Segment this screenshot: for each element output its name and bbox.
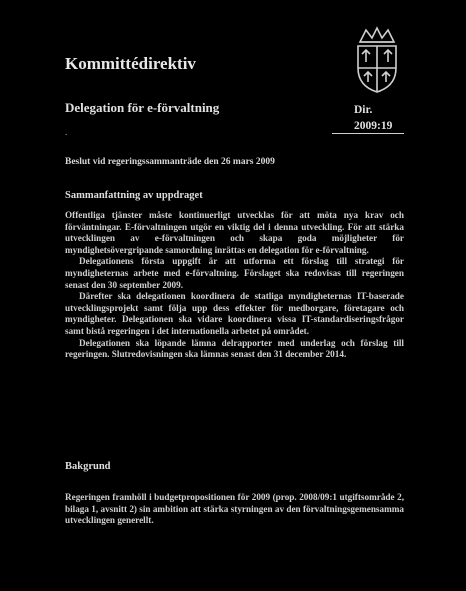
section-heading-background: Bakgrund bbox=[65, 461, 111, 472]
section-heading-summary: Sammanfattning av uppdraget bbox=[65, 190, 203, 201]
dir-number: 2009:19 bbox=[354, 120, 393, 132]
section-body-background bbox=[65, 492, 404, 527]
directive-number-block bbox=[354, 102, 392, 134]
swedish-crest-icon bbox=[352, 24, 402, 94]
paragraph: Delegationen ska löpande lämna delrapporter med underlag och förslag till regeringen. Slutredovisningen ska lämnas senast den 31 december 2014. bbox=[65, 337, 404, 360]
paragraph: Offentliga tjänster måste kontinuerligt utvecklas för att möta nya krav och förväntningar. E-förvaltningen utgör en viktig del i denna utveckling. För att stärka utvecklingen av e-förvaltningen och skapa goda möjligheter för myndighetsövergripande samordning inrättas en delegation för e-förvaltning. bbox=[65, 210, 404, 255]
dir-label: Dir. bbox=[354, 104, 373, 116]
document-title: Delegation för e-förvaltning bbox=[65, 100, 220, 115]
paragraph: Delegationens första uppgift är att utforma ett förslag till strategi för myndigheternas arbete med e-förvaltning. Förslaget ska redovisas till regeringen senast den 30 september 2009. bbox=[65, 256, 404, 290]
paragraph: Regeringen framhöll i budgetpropositionen för 2009 (prop. 2008/09:1 utgiftsområde 2, bilaga 1, avsnitt 2) sin ambition att stärka styrningen av den förvaltningsgemensamma utvecklingen generellt. bbox=[65, 492, 404, 526]
document-type: Kommittédirektiv bbox=[65, 54, 196, 73]
section-body-summary bbox=[65, 210, 404, 361]
dir-underline bbox=[332, 133, 404, 134]
marker-dot: . bbox=[65, 127, 68, 137]
decision-date: Beslut vid regeringssammanträde den 26 mars 2009 bbox=[65, 157, 275, 167]
paragraph: Därefter ska delegationen koordinera de statliga myndigheternas IT-baserade utvecklingsprojekt samt följa upp dess effekter för medborgare, företagare och myndigheter. Delegationen ska vidare koordinera vissa IT-standardiseringsfrågor samt bistå regeringen i det internationella arbetet på området. bbox=[65, 291, 404, 336]
